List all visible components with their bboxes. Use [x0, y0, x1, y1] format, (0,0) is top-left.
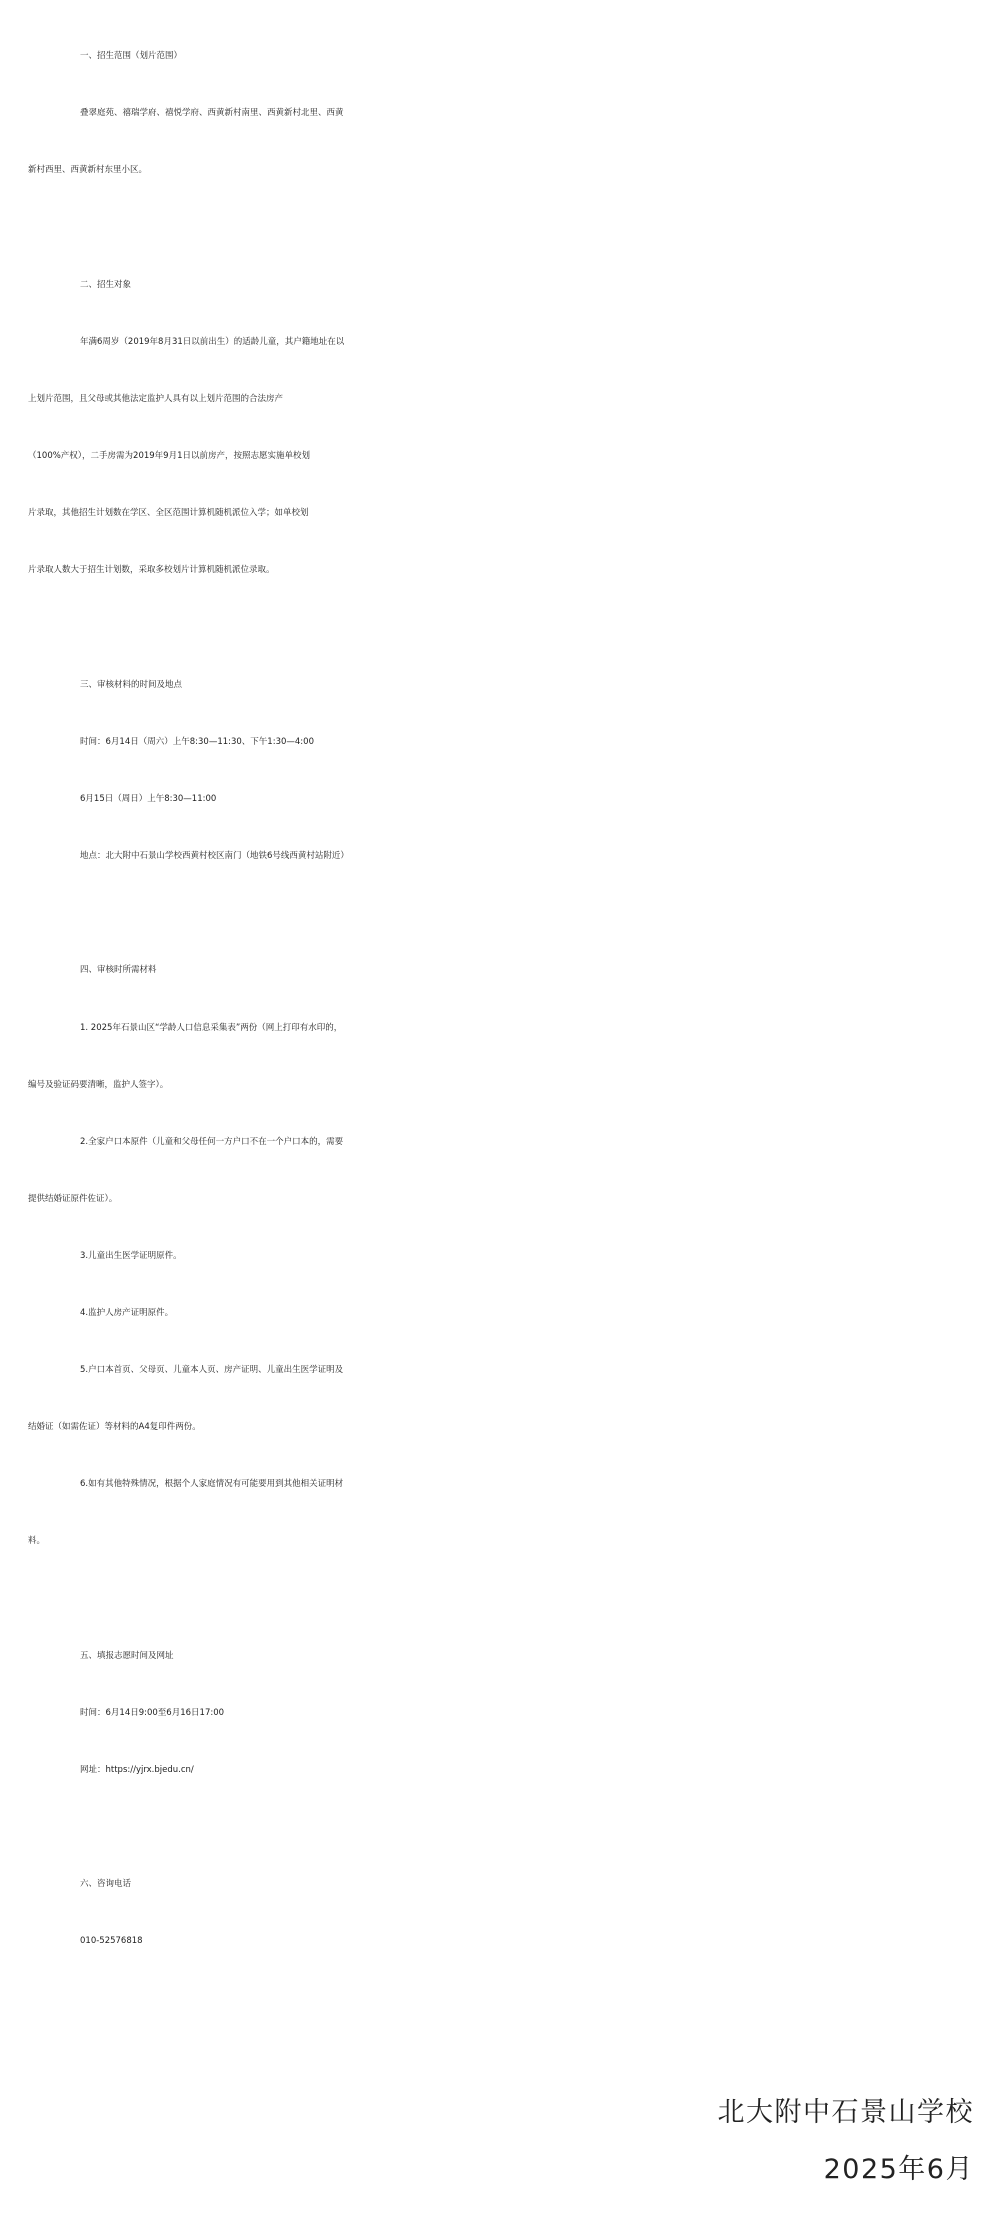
signature-school: 北大附中石景山学校	[717, 2097, 974, 2128]
section-4-line: 2.全家户口本原件（儿童和父母任何一方户口不在一个户口本的，需要	[80, 1137, 344, 1147]
section-1-line: 叠翠庭苑、禧瑞学府、禧悦学府、西黄新村南里、西黄新村北里、西黄	[80, 108, 344, 118]
section-3-title: 三、审核材料的时间及地点	[80, 680, 183, 690]
section-6-title: 六、咨询电话	[80, 1879, 132, 1889]
section-4-line: 料。	[28, 1536, 46, 1546]
section-5-url: 网址：https://yjrx.bjedu.cn/	[80, 1765, 194, 1775]
section-4-line: 6.如有其他特殊情况，根据个人家庭情况有可能要用到其他相关证明材	[80, 1479, 344, 1489]
section-5-title: 五、填报志愿时间及网址	[80, 1651, 174, 1661]
section-4-line: 结婚证（如需佐证）等材料的A4复印件两份。	[28, 1422, 201, 1432]
section-1-line: 新村西里、西黄新村东里小区。	[28, 165, 148, 175]
section-3-line: 6月15日（周日）上午8:30—11:00	[80, 794, 217, 804]
signature-date: 2025年6月	[823, 2154, 974, 2185]
section-4-title: 四、审核时所需材料	[80, 965, 157, 975]
section-4-line: 编号及验证码要清晰，监护人签字）。	[28, 1080, 169, 1090]
section-2-line: 片录取，其他招生计划数在学区、全区范围计算机随机派位入学；如单校划	[28, 508, 309, 518]
section-2-line: 上划片范围，且父母或其他法定监护人具有以上划片范围的合法房产	[28, 394, 284, 404]
section-6-phone: 010-52576818	[80, 1936, 143, 1946]
section-4-line: 5.户口本首页、父母页、儿童本人页、房产证明、儿童出生医学证明及	[80, 1365, 344, 1375]
section-3-line: 时间：6月14日（周六）上午8:30—11:30、下午1:30—4:00	[80, 737, 314, 747]
section-4-line: 提供结婚证原件佐证）。	[28, 1194, 118, 1204]
section-3-line: 地点：北大附中石景山学校西黄村校区南门（地铁6号线西黄村站附近）	[80, 851, 349, 861]
section-2-line: （100%产权），二手房需为2019年9月1日以前房产，按照志愿实施单校划	[28, 451, 311, 461]
section-4-line: 1. 2025年石景山区“学龄人口信息采集表”两份（网上打印有水印的，	[80, 1023, 343, 1033]
section-2-title: 二、招生对象	[80, 280, 132, 290]
section-2-line: 片录取人数大于招生计划数，采取多校划片计算机随机派位录取。	[28, 565, 275, 575]
section-2-line: 年满6周岁（2019年8月31日以前出生）的适龄儿童，其户籍地址在以	[80, 337, 345, 347]
section-4-line: 4.监护人房产证明原件。	[80, 1308, 174, 1318]
section-5-line: 时间：6月14日9:00至6月16日17:00	[80, 1708, 225, 1718]
section-4-line: 3.儿童出生医学证明原件。	[80, 1251, 182, 1261]
section-1-title: 一、招生范围（划片范围）	[80, 51, 183, 61]
